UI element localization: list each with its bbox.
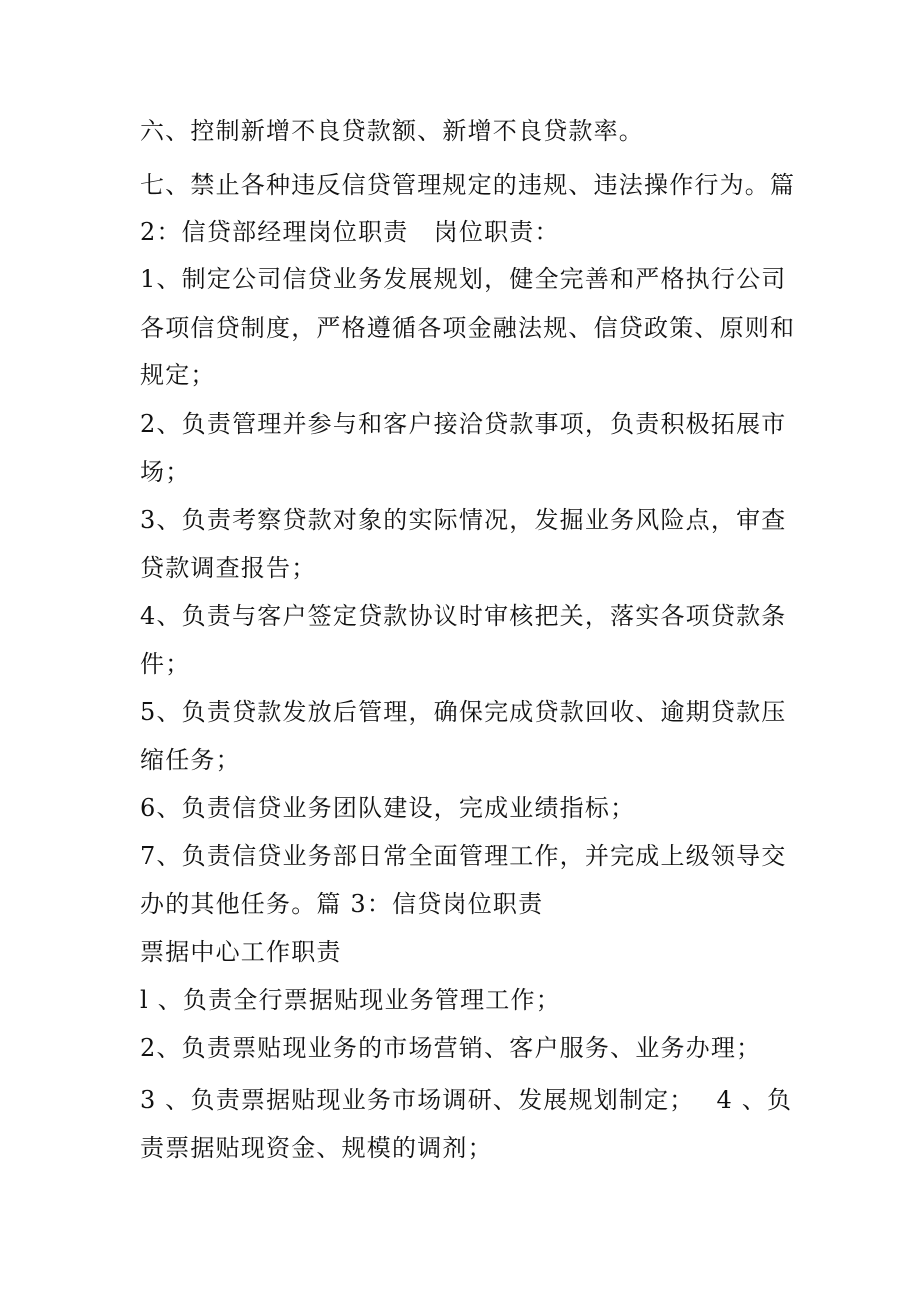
text-line: 2、负责管理并参与和客户接洽贷款事项，负责积极拓展市 — [140, 410, 787, 438]
text-line: 六、控制新增不良贷款额、新增不良贷款率。 — [140, 117, 644, 145]
text-line: 办的其他任务。篇 3：信贷岗位职责 — [140, 890, 544, 918]
text-line: 1、制定公司信贷业务发展规划，健全完善和严格执行公司 — [140, 265, 787, 293]
text-line: 7、负责信贷业务部日常全面管理工作，并完成上级领导交 — [140, 842, 787, 870]
text-line: 3 、负责票据贴现业务市场调研、发展规划制定； 4 、负 — [140, 1086, 793, 1114]
text-line: 6、负责信贷业务团队建设，完成业绩指标； — [140, 794, 636, 822]
text-line: 缩任务； — [140, 746, 241, 774]
text-line: 3、负责考察贷款对象的实际情况，发掘业务风险点，审查 — [140, 506, 787, 534]
text-line: l 、负责全行票据贴现业务管理工作； — [140, 986, 561, 1014]
text-line: 4、负责与客户签定贷款协议时审核把关，落实各项贷款条 — [140, 602, 787, 630]
text-line: 票据中心工作职责 — [140, 938, 342, 966]
text-line: 2、负责票贴现业务的市场营销、客户服务、业务办理； — [140, 1034, 762, 1062]
text-line: 场； — [140, 458, 191, 486]
text-line: 5、负责贷款发放后管理，确保完成贷款回收、逾期贷款压 — [140, 698, 787, 726]
text-line: 责票据贴现资金、规模的调剂； — [140, 1134, 493, 1162]
text-line: 贷款调查报告； — [140, 554, 317, 582]
text-line: 七、禁止各种违反信贷管理规定的违规、违法操作行为。篇 — [140, 171, 796, 199]
text-line: 2：信贷部经理岗位职责 岗位职责： — [140, 218, 560, 246]
text-line: 规定； — [140, 361, 216, 389]
text-line: 各项信贷制度，严格遵循各项金融法规、信贷政策、原则和 — [140, 314, 796, 342]
text-line: 件； — [140, 650, 191, 678]
